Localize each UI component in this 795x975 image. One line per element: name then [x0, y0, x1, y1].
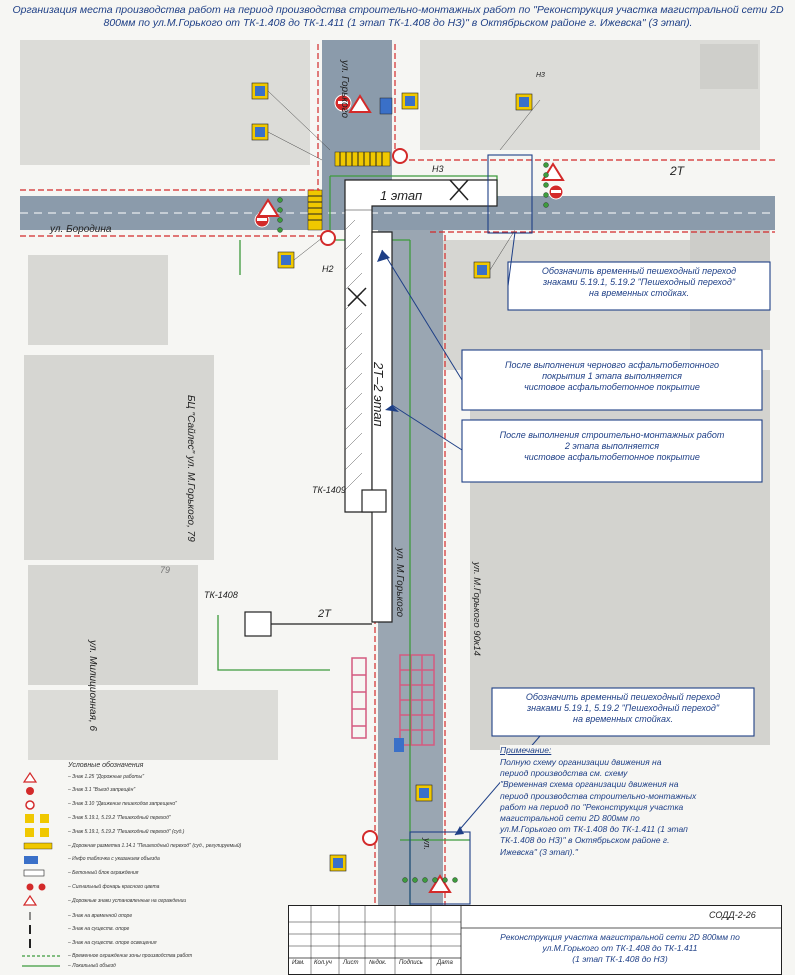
chamber-label-tk1408: ТК-1408 — [204, 590, 238, 600]
stamp-col-izm: Изм. — [292, 960, 305, 966]
building-w1 — [28, 255, 168, 345]
address-number: 79 — [160, 565, 171, 575]
chamber-tk1409 — [362, 490, 386, 512]
legend-item: – Дорожная разметка 1.14.1 "Пешеходный переход" (суд., регулируемый) — [68, 843, 242, 849]
building-label-90k14: ул. М.Горького 90к14 — [471, 562, 482, 656]
chamber-tk1408 — [245, 612, 271, 636]
legend-item: – Знак на существ. опоре — [68, 926, 130, 932]
callout-stage-2-asphalt: После выполнения строительно-монтажных работ 2 этапа выполняется чистовое асфальтобетонное покрытие — [499, 430, 725, 462]
note-title: Примечание: — [500, 745, 552, 755]
building-block-nw — [20, 40, 310, 165]
legend-item: – Инфо табличка с указанием объезда — [68, 856, 160, 862]
stamp-title: Реконструкция участка магистральной сети 2D 800мм по ул.М.Горького от ТК-1.408 до ТК-1.411 (1 этап ТК-1.408 до НЗ) — [500, 932, 740, 964]
crosswalk-north — [335, 152, 390, 166]
legend-item: – Сигнальный фонарь красного цвета — [68, 884, 160, 890]
street-label-south: ул. — [422, 838, 432, 850]
legend-item: – Знак на временной опоре — [68, 913, 133, 919]
legend-item: – Знак 5.19.1, 5.19.2 "Пешеходный переход" (суд.) — [68, 829, 185, 835]
street-label-gorkogo: ул. М.Горького — [394, 548, 405, 618]
chamber-label-tk1409: ТК-1409 — [312, 485, 346, 495]
legend-item: – Временное ограждение зоны производства работ — [68, 953, 193, 959]
stamp-col-ndok: №док. — [369, 960, 387, 966]
legend-item: – Дорожные знаки установленные на ограждении — [68, 898, 187, 904]
legend-item: – Знак 1.25 "Дорожные работы" — [68, 774, 144, 780]
stamp-col-list: Лист — [343, 960, 359, 966]
callout-crossing-south: Обозначить временный пешеходный переход знаками 5.19.1, 5.19.2 "Пешеходный переход" на временных стойках. — [525, 692, 721, 724]
legend-title: Условные обозначения — [68, 762, 144, 769]
street-label-gorkogo-north: ул. Горького — [339, 60, 350, 119]
stamp-col-koluch: Кол.уч — [314, 960, 332, 966]
building-label-militsionnaya: ул. Милиционная, 6 — [87, 640, 98, 732]
building-label-bc: БЦ "Сайлес" ул. М.Горького, 79 — [185, 395, 196, 542]
pipe-marker-2t-east: 2Т — [670, 164, 685, 178]
pink-crosswalk-west — [352, 658, 366, 738]
legend-item: – Бетонный блок ограждения — [68, 870, 139, 876]
stage-2-label: 2Т–2 этап — [371, 362, 386, 427]
pipe-marker-2t-south: 2Т — [318, 608, 331, 620]
building-w4 — [28, 690, 278, 760]
stage-1-label: 1 этап — [380, 188, 423, 203]
note-body: Полную схему организации движения на период производства см. схему "Временная схема организации движения на период производства строительно-монтажных работ на период по "Реконструкция участка магистральной сети 2D 800мм по ул.М.Горького от ТК-1.408 до ТК-1.411 (1 этап ТК-1.408 до НЗ)" в Октябрьском районе г. Ижевска" (3 этап)." — [500, 757, 697, 857]
stamp-code: СОДД-2-26 — [709, 910, 756, 920]
building-ne-corner — [700, 44, 758, 89]
pipe-marker-n3-north: Н3 — [536, 72, 545, 79]
legend-item: – Знак 3.10 "Движение пешеходов запрещено" — [68, 801, 177, 807]
legend — [20, 762, 282, 972]
note-block — [500, 745, 772, 895]
legend-item: – Знак на существ. опоре освещения — [68, 940, 157, 946]
stamp-col-data: Дата — [437, 960, 453, 966]
sheet-header: Организация места производства работ на период производства строительно-монтажных работ по "Реконструкция участка магистральной сети 2D 800мм по ул.М.Горького от ТК-1.408 до ТК-1.411 (1 этап ТК-1.408 до НЗ)" в Октябрьском районе г. Ижевска" (3 этап). — [12, 4, 784, 29]
title-stamp — [288, 905, 782, 975]
callout-crossing-north: Обозначить временный пешеходный переход знаками 5.19.1, 5.19.2 "Пешеходный переход" на временных стойках. — [541, 266, 737, 298]
callout-stage-1-asphalt: После выполнения черновго асфальтобетонного покрытия 1 этапа выполняется чистовое асфальтобетонное покрытие — [505, 360, 719, 392]
street-label-borodina: ул. Бородина — [50, 224, 112, 235]
legend-item: – Знак 5.19.1, 5.19.2 "Пешеходный переход" — [68, 815, 171, 821]
stamp-col-podpis: Подпись — [399, 960, 423, 966]
pipe-marker-n3: Н3 — [432, 164, 444, 174]
building-w3 — [28, 565, 198, 685]
legend-item: – Локальный объезд — [68, 963, 116, 969]
legend-item: – Знак 3.1 "Въезд запрещён" — [68, 787, 136, 793]
pipe-marker-n2: Н2 — [322, 264, 334, 274]
crosswalk-west — [308, 190, 322, 230]
